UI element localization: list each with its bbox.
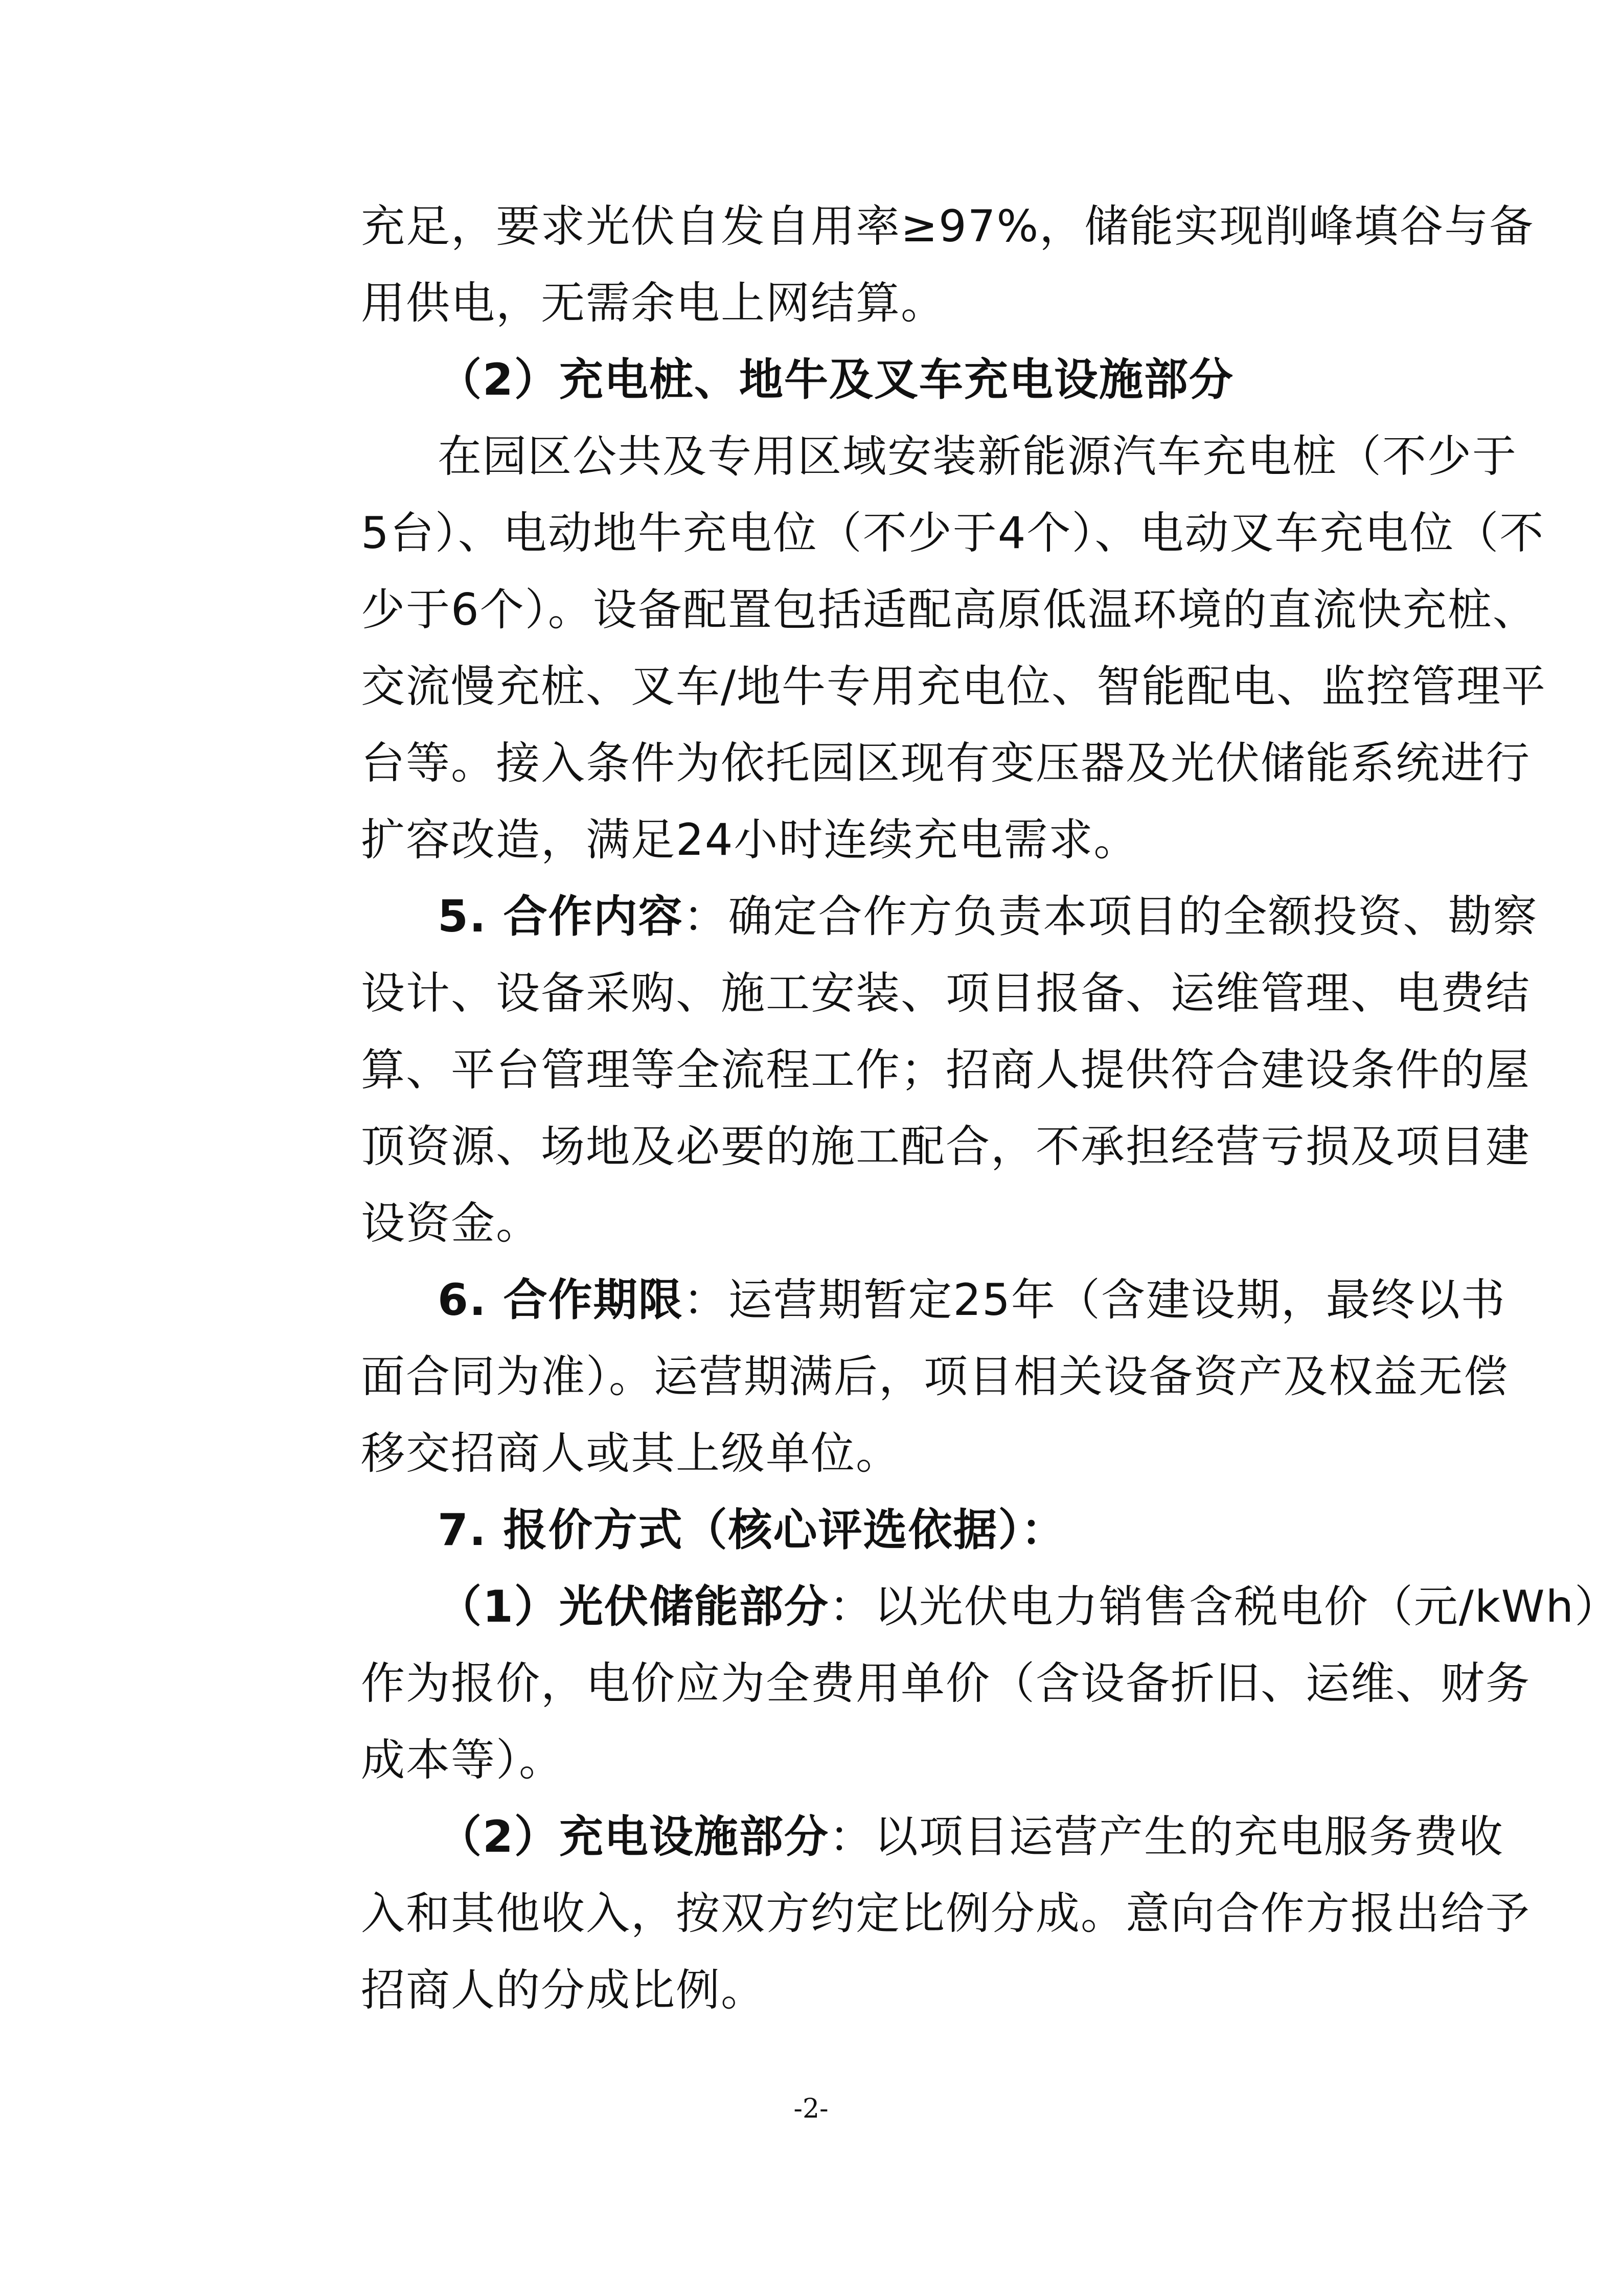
text-line (361, 1032, 1530, 1108)
text-line (361, 1338, 1509, 1415)
text-line (361, 1952, 1266, 2029)
section-heading (361, 342, 1266, 418)
text-run: 台等。接入条件为依托园区现有变压器及光伏储能系统进行 (361, 738, 1530, 789)
text-run: （2）充电桩、地牛及叉车充电设施部分 (438, 354, 1234, 405)
text-line (361, 648, 1546, 725)
body-text (361, 188, 1620, 2029)
text-run: 面合同为准）。运营期满后，项目相关设备资产及权益无偿 (361, 1351, 1509, 1402)
text-line (361, 1645, 1530, 1722)
text-line (361, 1185, 1266, 1262)
text-run: 设计、设备采购、施工安装、项目报备、运维管理、电费结 (361, 968, 1530, 1019)
text-run: 设资金。 (361, 1198, 541, 1249)
text-run: 少于6个）。设备配置包括适配高原低温环境的直流快充桩、 (361, 584, 1538, 635)
subsection-pv-storage (361, 1568, 1620, 1645)
text-run: 用供电，无需余电上网结算。 (361, 278, 946, 329)
text-line (361, 1415, 1266, 1492)
text-run: 顶资源、场地及必要的施工配合，不承担经营亏损及项目建 (361, 1121, 1530, 1172)
text-run: 入和其他收入，按双方约定比例分成。意向合作方报出给予 (361, 1888, 1530, 1939)
text-run: ：运营期暂定25年（含建设期，最终以书 (683, 1275, 1506, 1326)
text-line (361, 188, 1535, 265)
text-run: 招商人的分成比例。 (361, 1965, 766, 2016)
text-run: ：确定合作方负责本项目的全额投资、勘察 (683, 891, 1538, 942)
text-line (361, 1722, 1266, 1799)
text-run: 交流慢充桩、叉车/地牛专用充电位、智能配电、监控管理平 (361, 661, 1546, 712)
page-number: -2- (793, 2094, 829, 2124)
section-label: 5. 合作内容 (438, 891, 683, 942)
text-run: 充足，要求光伏自发自用率≥97%，储能实现削峰填谷与备 (361, 201, 1535, 252)
text-line (361, 495, 1545, 572)
text-run: 5台）、电动地牛充电位（不少于4个）、电动叉车充电位（不 (361, 508, 1545, 559)
text-run: 扩容改造，满足24小时连续充电需求。 (361, 814, 1139, 866)
subsection-charging (361, 1799, 1504, 1875)
text-run: 成本等）。 (361, 1735, 564, 1786)
text-run: 算、平台管理等全流程工作；招商人提供符合建设条件的屋 (361, 1044, 1530, 1096)
text-run: 作为报价，电价应为全费用单价（含设备折旧、运维、财务 (361, 1658, 1530, 1709)
text-line (361, 725, 1530, 802)
text-run: 在园区公共及专用区域安装新能源汽车充电桩（不少于 (438, 431, 1517, 482)
text-line (361, 1875, 1530, 1952)
text-line (361, 265, 1266, 342)
text-line (361, 572, 1538, 648)
section-item-7 (361, 1492, 1266, 1568)
section-item-5 (361, 878, 1538, 955)
text-line (361, 418, 1517, 495)
section-label: 6. 合作期限 (438, 1275, 683, 1326)
section-item-6 (361, 1262, 1506, 1338)
section-label: （2）充电设施部分 (438, 1811, 829, 1862)
text-line (361, 955, 1530, 1032)
text-run: 移交招商人或其上级单位。 (361, 1428, 901, 1479)
section-label: （1）光伏储能部分 (438, 1581, 829, 1632)
section-label: 7. 报价方式（核心评选依据）： (438, 1505, 1066, 1556)
text-line (361, 802, 1266, 878)
text-run: ：以光伏电力销售含税电价（元/kWh） (829, 1581, 1620, 1632)
text-run: ：以项目运营产生的充电服务费收 (829, 1811, 1504, 1862)
text-line (361, 1108, 1530, 1185)
